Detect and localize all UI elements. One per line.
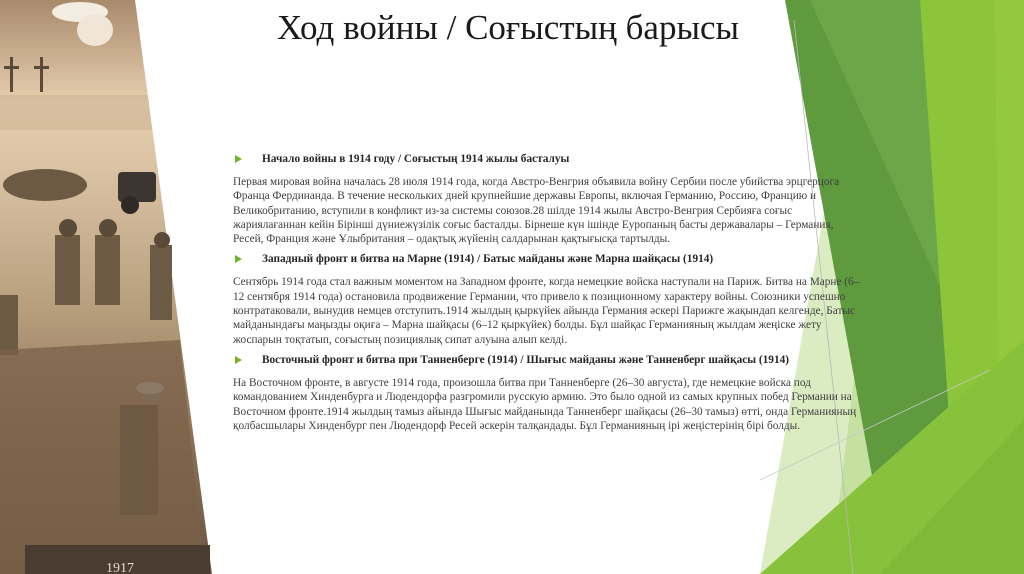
paragraph-line: Сентябрь 1914 года стал важным моментом на Западном фронте, когда немецкие войска наступали на Париж. Битва на Марне (6– — [233, 276, 860, 289]
section-paragraph — [233, 376, 948, 433]
paragraph-line: На Восточном фронте, в августе 1914 года, произошла битва при Танненберге (26–30 августа), где немецкие войска под — [233, 376, 811, 389]
paragraph-line: контратаковали, вынудив немцев отступить.1914 жылдың қыркүйек айында Германия әскері Парижге жақындап келгенде, Батыс — [233, 305, 856, 318]
section-heading — [233, 252, 953, 266]
paragraph-line: Франца Фердинанда. В течение нескольких дней крупнейшие державы Европы, включая Германию, Россию, Францию и — [233, 190, 817, 203]
section-heading-text: Начало войны в 1914 году / Соғыстың 1914 жылы басталуы — [262, 153, 570, 165]
slide-title: Ход войны / Соғыстың барысы — [276, 8, 740, 47]
section-war-start — [233, 152, 953, 246]
paragraph-line: майданындағы маңызды оқиға – Марна шайқасы (6–12 қыркүйек) болды. Бұл шайқас Германияның жылдам жеңіске жету — [233, 319, 822, 332]
banner-year: 1917 — [106, 561, 134, 574]
section-paragraph — [233, 175, 948, 246]
war-illustration-image — [0, 0, 240, 574]
section-paragraph — [233, 275, 948, 346]
section-heading — [233, 353, 953, 367]
paragraph-line: Великобританию, вступили в конфликт из-за системы союзов.28 шілде 1914 жылы Австро-Венгрия Сербияға соғыс — [233, 204, 793, 217]
paragraph-line: командованием Хинденбурга и Людендорфа разгромили русскую армию. Это было одной из самых крупных побед Германии на — [233, 391, 852, 404]
paragraph-line: Ресей, Франция және Ұлыбритания – одақтық жүйенің салдарынан қақтығысқа тартылды. — [233, 233, 671, 246]
section-heading-text: Западный фронт и битва на Марне (1914) / Батыс майданы және Марна шайқасы (1914) — [262, 253, 714, 266]
triangle-bullet-icon — [235, 155, 242, 163]
section-eastern-front — [233, 353, 953, 433]
triangle-bullet-icon — [235, 255, 242, 263]
paragraph-line: қолбасшылары Хинденбург пен Людендорф Ресей әскерін талқандады. Бұл Германияның ірі жеңістерінің бірі болды. — [233, 419, 801, 432]
slide-content — [233, 152, 953, 439]
triangle-bullet-icon — [235, 356, 242, 364]
section-heading-text: Восточный фронт и битва при Танненберге (1914) / Шығыс майданы және Танненберг шайқасы (1914) — [262, 353, 789, 366]
paragraph-line: Восточном фронте.1914 жылдың тамыз айында Шығыс майданында Танненберг шайқасы (26–30 тамыз) өтті, онда Германияның — [233, 405, 857, 418]
paragraph-line: жоспарын тоқтатып, соғыстың позициялық сипат алуына алып келді. — [233, 333, 568, 346]
paragraph-line: Первая мировая война началась 28 июля 1914 года, когда Австро-Венгрия объявила войну Сербии после убийства эрцгерцога — [233, 176, 840, 188]
section-heading — [233, 152, 953, 166]
section-western-front — [233, 252, 953, 346]
paragraph-line: 12 сентября 1914 года) остановила продвижение Германии, что привело к позиционному характеру войны. Союзники успешно — [233, 290, 846, 303]
paragraph-line: жариялағаннан кейін Бірінші дүниежүзілік соғыс басталды. Бірнеше күн ішінде Еуропаның басты державалары – Германия, — [233, 218, 834, 231]
